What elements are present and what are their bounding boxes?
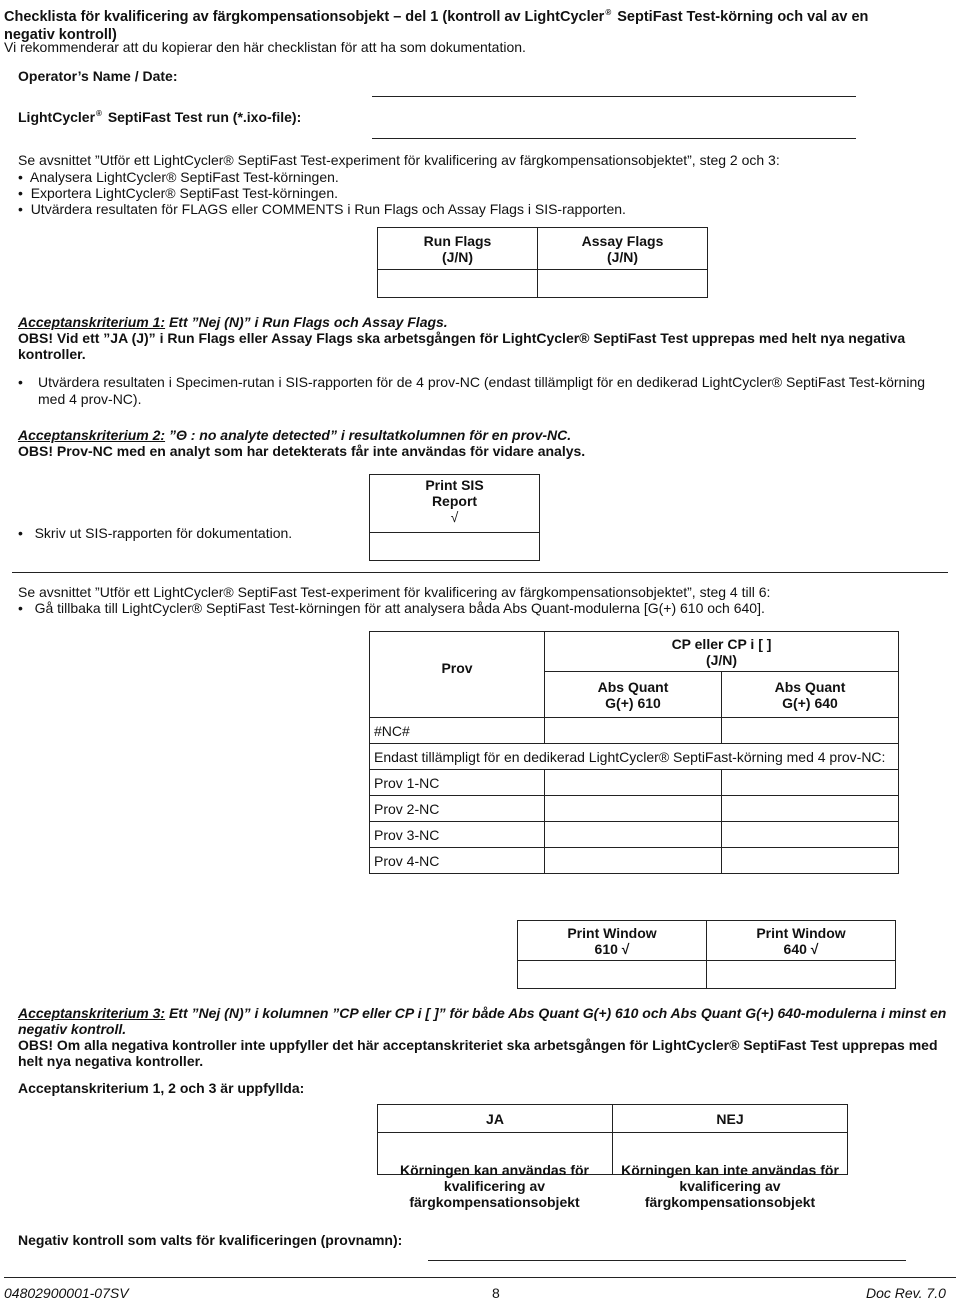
print-window-640-header: Print Window 640 √ [707, 921, 896, 961]
table-cell[interactable] [545, 848, 722, 874]
print-window-640-entry[interactable] [707, 961, 896, 989]
table-cell[interactable] [545, 718, 722, 744]
bullet-icon: • [18, 374, 23, 390]
table-cell[interactable] [722, 718, 899, 744]
negative-control-label: Negativ kontroll som valts för kvalificeringen (provnamn): [18, 1232, 403, 1248]
list-item: • Exportera LightCycler® SeptiFast Test-körningen. [18, 185, 338, 201]
section-divider [12, 572, 948, 573]
run-flags-entry[interactable] [378, 270, 538, 298]
footer-divider [4, 1277, 956, 1278]
section2-intro: Se avsnittet ”Utför ett LightCycler® SeptiFast Test-experiment för kvalificering av färgkompensationsobjektet”, steg 4 till 6: [18, 584, 771, 600]
print-sis-entry[interactable] [370, 533, 540, 561]
run-flags-header: Run Flags (J/N) [378, 228, 538, 270]
print-window-610-header: Print Window 610 √ [518, 921, 707, 961]
operator-label: Operator’s Name / Date: [18, 68, 178, 84]
criterion-2: Acceptanskriterium 2: ”Θ : no analyte detected” i resultatkolumnen för en prov-NC. [18, 427, 572, 443]
nc-row-label: #NC# [370, 718, 545, 744]
nej-header: NEJ [613, 1105, 848, 1133]
print-sis-table [369, 474, 540, 561]
prov-header: Prov [370, 632, 545, 718]
table-cell[interactable] [722, 770, 899, 796]
obs-3: OBS! Om alla negativa kontroller inte uppfyller det här acceptanskriteriet ska arbetsgången för LightCycler® SeptiFast Test upprepas med helt nya negativa kontroller. [18, 1037, 938, 1069]
ja-result-text: Körningen kan användas för kvalificering av färgkompensationsobjekt [399, 1162, 590, 1210]
page-number: 8 [492, 1285, 500, 1301]
specimen-instruction: Utvärdera resultaten i Specimen-rutan i SIS-rapporten för de 4 prov-NC (endast tillämpligt för en dedikerad LightCycler® SeptiFast Test-körning med 4 prov-NC). [38, 374, 926, 407]
doc-number: 04802900001-07SV [4, 1285, 129, 1301]
final-criteria-label: Acceptanskriterium 1, 2 och 3 är uppfyllda: [18, 1080, 305, 1096]
criterion-3: Acceptanskriterium 3: Ett ”Nej (N)” i kolumnen ”CP eller CP i [ ]” för både Abs Quant G(+) 610 och Abs Quant G(+) 640-modulerna i minst en negativ kontroll. [18, 1005, 947, 1037]
table-row-label: Prov 2-NC [370, 796, 545, 822]
table-cell[interactable] [722, 848, 899, 874]
assay-flags-entry[interactable] [538, 270, 708, 298]
section1-intro: Se avsnittet ”Utför ett LightCycler® SeptiFast Test-experiment för kvalificering av färgkompensationsobjektet”, steg 2 och 3: [18, 152, 780, 168]
doc-revision: Doc Rev. 7.0 [866, 1285, 946, 1301]
nej-result-text: Körningen kan inte användas för kvalificering av färgkompensationsobjekt [621, 1162, 839, 1210]
abs-quant-640-header: Abs Quant G(+) 640 [722, 672, 899, 718]
cp-header: CP eller CP i [ ] (J/N) [545, 632, 899, 672]
table-cell[interactable] [545, 822, 722, 848]
table-cell[interactable] [722, 822, 899, 848]
negative-control-line[interactable] [428, 1260, 906, 1261]
list-item: • Utvärdera resultaten för FLAGS eller COMMENTS i Run Flags och Assay Flags i SIS-rapporten. [18, 201, 626, 217]
operator-line[interactable] [372, 96, 856, 97]
table-cell[interactable] [545, 796, 722, 822]
obs-1: OBS! Vid ett ”JA (J)” i Run Flags eller Assay Flags ska arbetsgången för LightCycler® SeptiFast Test upprepas med helt nya negativa kontroller. [18, 330, 906, 362]
table-cell[interactable] [545, 770, 722, 796]
list-item: • Gå tillbaka till LightCycler® SeptiFast Test-körningen för att analysera båda Abs Quant-modulerna [G(+) 610 och 640]. [18, 600, 765, 616]
table-row-label: Prov 1-NC [370, 770, 545, 796]
flags-table [377, 227, 708, 298]
abs-quant-table [369, 631, 899, 874]
table-row-label: Prov 3-NC [370, 822, 545, 848]
abs-quant-610-header: Abs Quant G(+) 610 [545, 672, 722, 718]
ja-header: JA [378, 1105, 613, 1133]
table-row-label: Prov 4-NC [370, 848, 545, 874]
assay-flags-header: Assay Flags (J/N) [538, 228, 708, 270]
print-window-610-entry[interactable] [518, 961, 707, 989]
criterion-1: Acceptanskriterium 1: Ett ”Nej (N)” i Run Flags och Assay Flags. [18, 314, 448, 330]
list-item: • Skriv ut SIS-rapporten för dokumentation. [18, 525, 293, 541]
print-sis-header: Print SIS Report √ [370, 475, 540, 533]
table-cell[interactable] [722, 796, 899, 822]
page-title: Checklista för kvalificering av färgkompensationsobjekt – del 1 (kontroll av LightCycler® SeptiFast Test-körning och val av en negativ kontroll) [4, 8, 869, 43]
dedicated-note: Endast tillämpligt för en dedikerad LightCycler® SeptiFast-körning med 4 prov-NC: [370, 744, 899, 770]
run-file-label: LightCycler® SeptiFast Test run (*.ixo-file): [18, 109, 302, 125]
obs-2: OBS! Prov-NC med en analyt som har detekterats får inte användas för vidare analys. [18, 443, 586, 459]
print-window-table [517, 920, 896, 989]
list-item: • Analysera LightCycler® SeptiFast Test-körningen. [18, 169, 339, 185]
run-file-line[interactable] [372, 138, 856, 139]
recommend-text: Vi rekommenderar att du kopierar den här checklistan för att ha som dokumentation. [4, 39, 526, 55]
